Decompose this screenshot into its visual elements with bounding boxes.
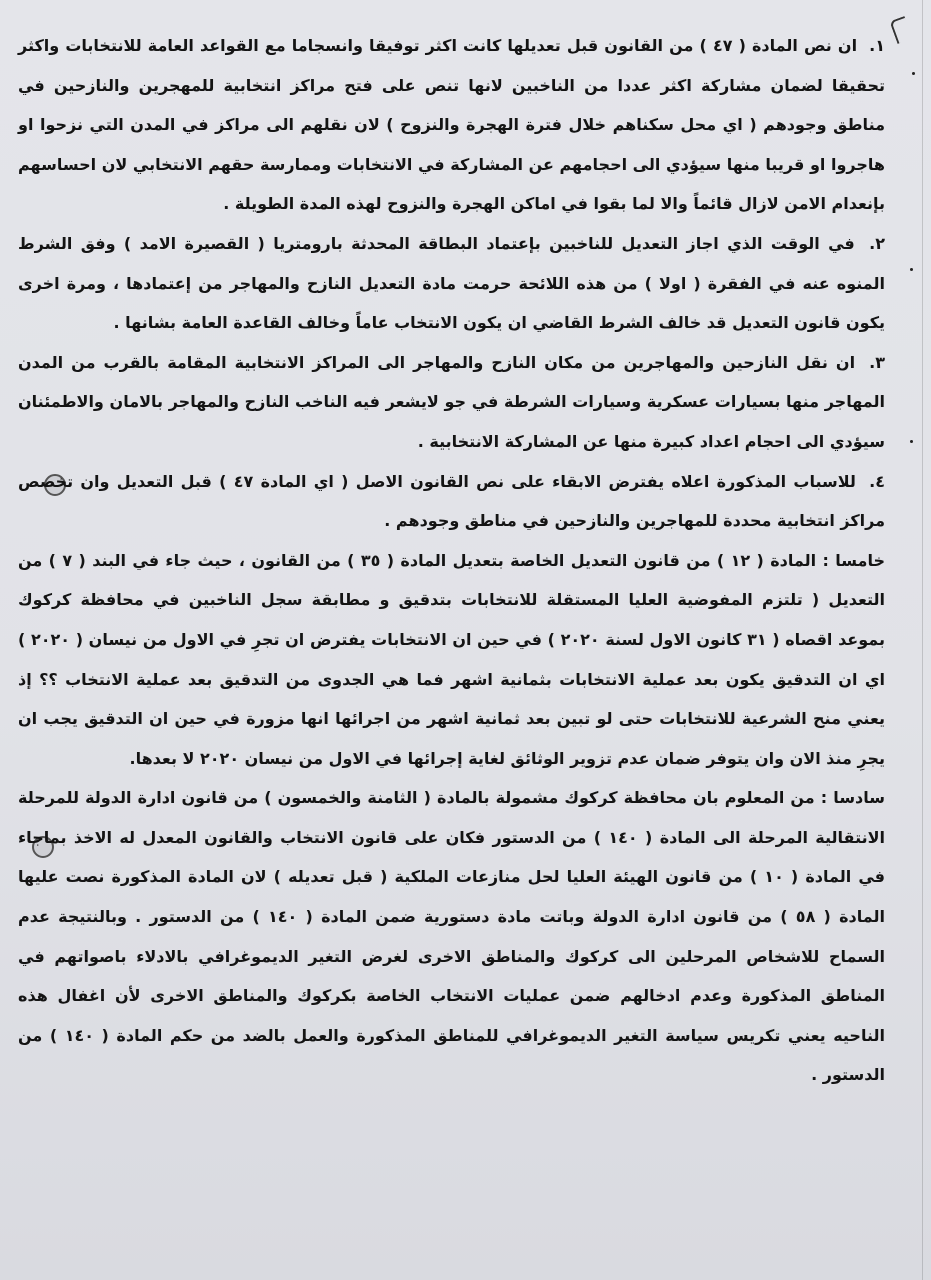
paragraph-text: ان نقل النازحين والمهاجرين من مكان النازح والمهاجر الى المراكز الانتخابية المقامة بالقرب من المدن المهاجر منها بسيارات عسكرية وسيارات الشرطة في جو لايشعر فيه الناخب النازح والمهاجر بالامان والاطمئنان سيؤدي الى احجام اعداد كبيرة منها عن المشاركة الانتخابية . (18, 352, 885, 451)
paragraph-3 (18, 343, 885, 462)
paragraph-1 (18, 26, 885, 224)
paragraph-number: ٣. (869, 352, 885, 372)
paragraph-text: خامسا : المادة ( ١٢ ) من قانون التعديل الخاصة بتعديل المادة ( ٣٥ ) من القانون ، حيث جاء في البند ( ٧ ) من التعديل ( تلتزم المفوضية العليا المستقلة للانتخابات بتدقيق و مطابقة سجل الناخبين في محافظة كركوك بموعد اقصاه ( ٣١ كانون الاول لسنة ٢٠٢٠ ) في حين ان الانتخابات يفترض ان تجرِ في الاول من نيسان ( ٢٠٢٠ ) اي ان التدقيق يكون بعد عملية الانتخابات بثمانية اشهر فما هي الجدوى من التدقيق بعد عملية الانتخاب ؟؟ إذ يعني منح الشرعية للانتخابات حتى لو تبين بعد ثمانية اشهر من اجرائها انها مزورة في حين ان التدقيق يجب ان يجرِ منذ الان وان يتوفر ضمان عدم تزوير الوثائق لغاية إجرائها في الاول من نيسان ٢٠٢٠ لا بعدها. (18, 550, 886, 768)
paragraph-number: ٤. (869, 471, 885, 491)
paragraph-text: للاسباب المذكورة اعلاه يفترض الابقاء على نص القانون الاصل ( اي المادة ٤٧ ) قبل التعديل وان تخصص مراكز انتخابية محددة للمهاجرين والنازحين في مناطق وجودهم . (18, 471, 885, 531)
ink-dot (910, 440, 913, 443)
paragraph-text: في الوقت الذي اجاز التعديل للناخبين بإعتماد البطاقة المحدثة بارومتريا ( القصيرة الامد ) وفق الشرط المنوه عنه في الفقرة ( اولا ) من هذه اللائحة حرمت مادة التعديل النازح والمهاجر من إعتمادها ، ومرة اخرى يكون قانون التعديل قد خالف الشرط القاضي ان يكون الانتخاب عاماً وخالف القاعدة العامة بشانها . (18, 233, 885, 333)
section-sixth (18, 778, 885, 1095)
paragraph-text: سادسا : من المعلوم بان محافظة كركوك مشمولة بالمادة ( الثامنة والخمسون ) من قانون ادارة الدولة للمرحلة الانتقالية المرحلة الى المادة ( ١٤٠ ) من الدستور فكان على قانون الانتخاب والقانون المعدل له الاخذ بماجاء في المادة ( ١٠ ) من قانون الهيئة العليا لحل منازعات الملكية ( قبل تعديله ) لان المادة المذكورة نصت عليها المادة ( ٥٨ ) من قانون ادارة الدولة وباتت مادة دستورية ضمن المادة ( ١٤٠ ) من الدستور . وبالنتيجة عدم السماح للاشخاص المرحلين الى كركوك والمناطق الاخرى لغرض التغير الديموغرافي بالادلاء باصواتهم في المناطق المذكورة وعدم ادخالهم ضمن عمليات الانتخاب الخاصة بكركوك والمناطق الاخرى لأن اغفال هذه الناحيه يعني تكريس سياسة التغير الديموغرافي للمناطق المذكورة والعمل بالضد من حكم المادة ( ١٤٠ ) من الدستور . (18, 788, 886, 1085)
document-body (18, 26, 885, 1095)
paragraph-number: ١. (869, 36, 886, 55)
ink-dot (912, 72, 915, 75)
paragraph-text: ان نص المادة ( ٤٧ ) من القانون قبل تعديلها كانت اكثر توفيقا وانسجاما مع القواعد العامة للانتخابات واكثر تحقيقا لضمان مشاركة اكثر عددا من الناخبين لانها تنص على فتح مراكز انتخابية للمهجرين والنازحين في مناطق وجودهم ( اي محل سكناهم خلال فترة الهجرة والنزوح ) لان نقلهم الى مراكز في المدن التي نزحوا او هاجروا او قريبا منها سيؤدي الى احجامهم عن المشاركة في الانتخابات وممارسة حقهم الانتخابي لان احساسهم بإنعدام الامن لازال قائماً والا لما بقوا في اماكن الهجرة والنزوح لهذه المدة الطويلة . (18, 36, 885, 214)
section-fifth (18, 541, 885, 779)
paragraph-4 (18, 462, 885, 541)
pen-mark (889, 16, 912, 44)
ink-dot (910, 268, 913, 271)
paragraph-number: ٢. (869, 233, 885, 253)
page-edge-shadow (922, 0, 923, 1280)
paragraph-2 (18, 224, 885, 343)
